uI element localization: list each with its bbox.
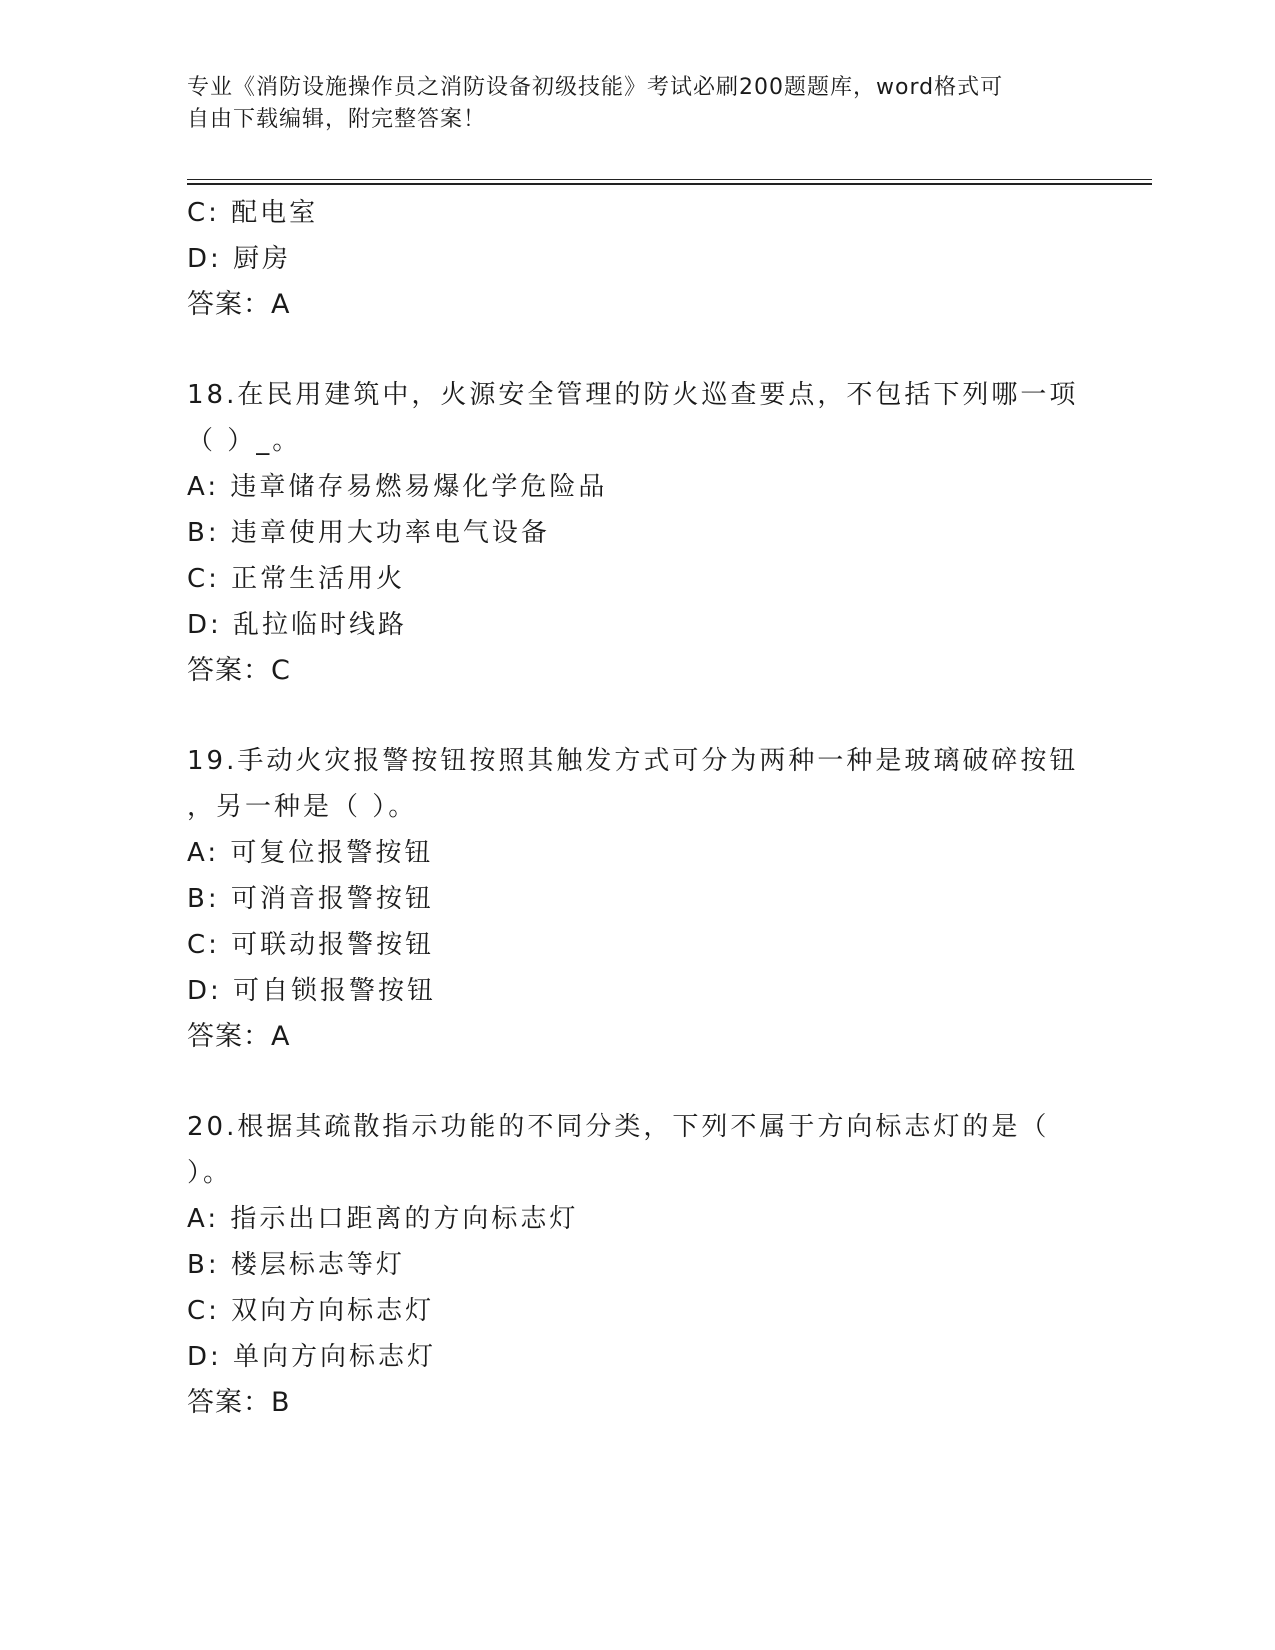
option-c: C: 双向方向标志灯: [187, 1296, 435, 1326]
option-a: A: 违章储存易燃易爆化学危险品: [187, 472, 608, 502]
answer-line: 答案：A: [187, 289, 291, 320]
header-line-1: 专业《消防设施操作员之消防设备初级技能》考试必刷200题题库，word格式可: [187, 75, 1004, 100]
question-block-20: [187, 1104, 1087, 1426]
question-stem-line-2: （ ）_。: [187, 426, 302, 456]
question-stem-line-2: ）。: [187, 1158, 233, 1188]
question-stem-line-2: ，另一种是（ ）。: [187, 792, 418, 822]
option-d: D: 单向方向标志灯: [187, 1342, 437, 1372]
option-c: C: 可联动报警按钮: [187, 930, 435, 960]
option-b: B: 违章使用大功率电气设备: [187, 518, 550, 548]
document-header: [187, 72, 1087, 136]
option-d: D: 乱拉临时线路: [187, 610, 408, 640]
answer-line: 答案：C: [187, 655, 291, 686]
question-block-19: [187, 738, 1087, 1060]
option-c: C: 配电室: [187, 198, 319, 228]
option-c: C: 正常生活用火: [187, 564, 406, 594]
option-b: B: 可消音报警按钮: [187, 884, 434, 914]
question-list: [187, 190, 1087, 1426]
header-divider-thin: [187, 179, 1152, 180]
option-d: D: 厨房: [187, 244, 292, 274]
answer-line: 答案：B: [187, 1387, 291, 1418]
option-d: D: 可自锁报警按钮: [187, 976, 437, 1006]
question-gap: [187, 1060, 1087, 1104]
question-stem-line-1: 18.在民用建筑中，火源安全管理的防火巡查要点，不包括下列哪一项: [187, 380, 1079, 410]
question-block-17-tail: [187, 190, 1087, 328]
question-stem-line-1: 20.根据其疏散指示功能的不同分类，下列不属于方向标志灯的是（: [187, 1112, 1050, 1142]
question-stem-line-1: 19.手动火灾报警按钮按照其触发方式可分为两种一种是玻璃破碎按钮: [187, 746, 1079, 776]
header-divider-thick: [187, 183, 1152, 185]
option-a: A: 指示出口距离的方向标志灯: [187, 1204, 579, 1234]
option-b: B: 楼层标志等灯: [187, 1250, 405, 1280]
header-line-2: 自由下载编辑，附完整答案！: [187, 107, 487, 132]
answer-line: 答案：A: [187, 1021, 291, 1052]
option-a: A: 可复位报警按钮: [187, 838, 434, 868]
question-gap: [187, 328, 1087, 372]
question-gap: [187, 694, 1087, 738]
question-block-18: [187, 372, 1087, 694]
